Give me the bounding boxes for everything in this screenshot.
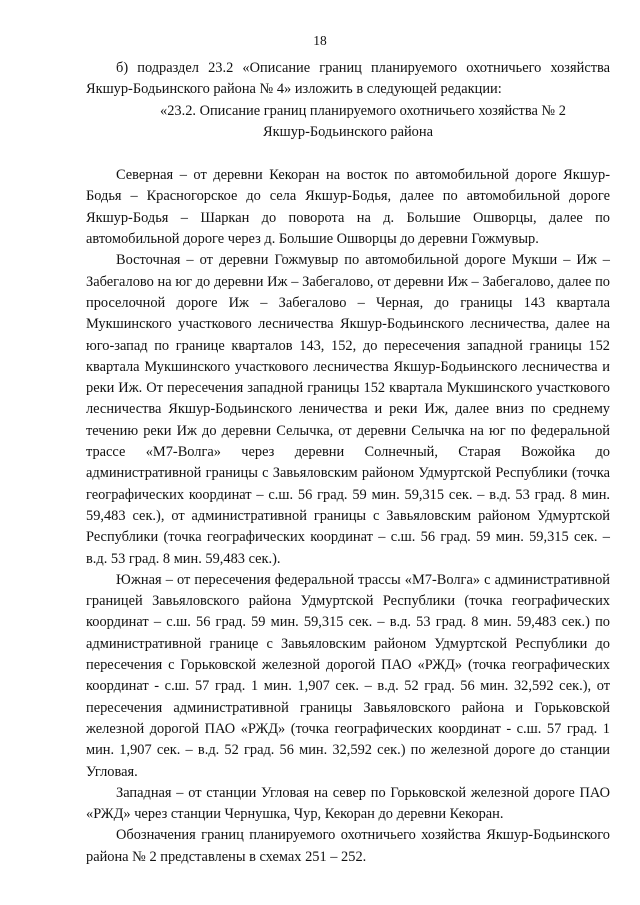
paragraph-west: Западная – от станции Угловая на север по Горьковской железной дороге ПАО «РЖД» через станции Чернушка, Чур, Кекоран до деревни Кекоран.: [86, 784, 610, 823]
paragraph-schemes: Обозначения границ планируемого охотничьего хозяйства Якшур-Бодьинского района № 2 представлены в схемах 251 – 252.: [86, 827, 610, 865]
paragraph-east: Восточная – от деревни Гожмувыр по автомобильной дороге Мукши – Иж – Забегалово на юг до деревни Иж – Забегалово, от деревни Иж – Забегалово, далее по проселочной дороге Иж – Забегалово – Черная, до границы 143 квартала Мукшинского участкового лесничества Якшур-Бодьинского лесничества, далее на юго-запад по границе кварталов 143, 152, до пересечения западной границы 152 квартала Мукшинского участкового лесничества Якшур-Бодьинского лесничества и реки Иж. От пересечения западной границы 152 квартала Мукшинского участкового лесничества Якшур-Бодьинского леничества и реки Иж, далее вниз по среднему течению реки Иж до деревни Селычка, от деревни Селычка на юг по федеральной трассе «М7-Волга» через деревни Солнечный, Старая Вожойка до административной границы с Завьяловским районом Удмуртской Республики (точка географических координат – с.ш. 56 град. 59 мин. 59,315 сек. – в.д. 53 град. 8 мин. 59,483 сек.), от административной границы с Завьяловским районом Удмуртской Республики (точка географических координат – с.ш. 56 град. 59 мин. 59,315 сек. – в.д. 53 град. 8 мин. 59,483 сек.).: [86, 252, 610, 567]
section-heading-line-1: «23.2. Описание границ планируемого охотничьего хозяйства № 2: [160, 102, 566, 119]
page-number: 18: [313, 33, 327, 48]
document-body: [86, 58, 610, 868]
intro-paragraph: б) подраздел 23.2 «Описание границ планируемого охотничьего хозяйства Якшур-Бодьинского района № 4» изложить в следующей редакции:: [86, 60, 610, 98]
paragraph-south: Южная – от пересечения федеральной трассы «М7-Волга» с административной границей Завьяловского района Удмуртской Республики (точка географических координат – с.ш. 56 град. 59 мин. 59,315 сек. – в.д. 53 град. 8 мин. 59,483 сек.) по административной границе с Завьяловским районом Удмуртской Республики до пересечения с Горьковской железной дорогой ПАО «РЖД» (точка географических координат - с.ш. 57 град. 1 мин. 1,907 сек. – в.д. 52 град. 56 мин. 32,592 сек.), от пересечения административной границы Завьяловского района и Горьковской железной дорогой ПАО «РЖД» (точка географических координат - с.ш. 57 град. 1 мин. 1,907 сек. – в.д. 52 град. 56 мин. 32,592 сек.) по железной дороге до станции Угловая.: [86, 571, 610, 780]
spacer: [86, 143, 610, 165]
paragraph-north: Северная – от деревни Кекоран на восток по автомобильной дороге Якшур-Бодья – Красногорское до села Якшур-Бодья, далее по автомобильной дороге Якшур-Бодья – Шаркан до поворота на д. Большие Ошворцы, далее по автомобильной дороге через д. Большие Ошворцы до деревни Гожмувыр.: [86, 167, 610, 248]
section-heading-line-2: Якшур-Бодьинского района: [263, 123, 433, 140]
